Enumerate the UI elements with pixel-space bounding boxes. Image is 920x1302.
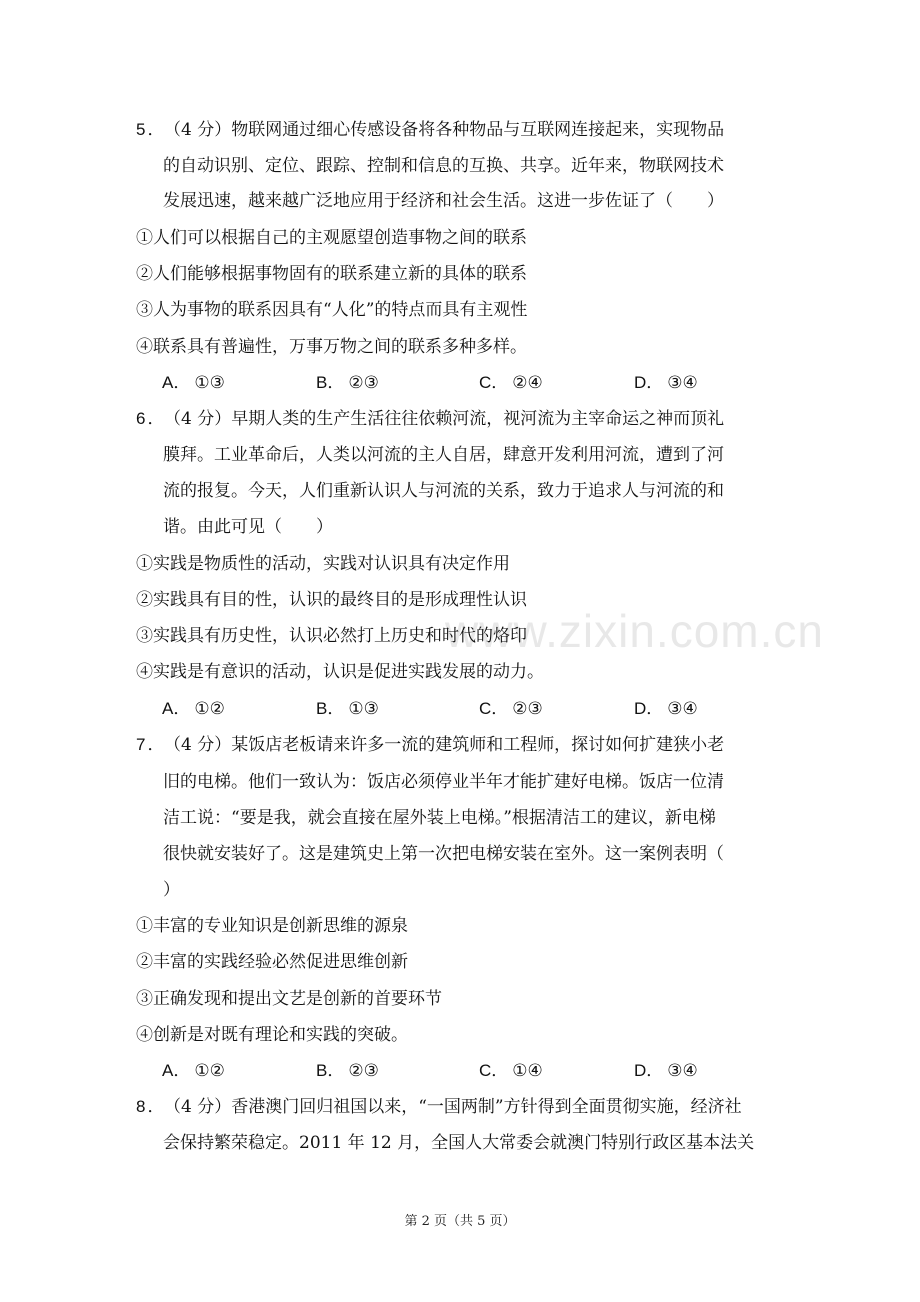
option-c: C． ②④: [479, 373, 543, 393]
question-stem-line: 6． （4 分）早期人类的生产生活往往依赖河流，视河流为主宰命运之神而顶礼: [136, 409, 725, 429]
statement: ④实践是有意识的活动，认识是促进实践发展的动力。: [136, 662, 544, 682]
statement: ②人们能够根据事物固有的联系建立新的具体的联系: [136, 264, 527, 284]
question-stem-line: 8． （4 分）香港澳门回归祖国以来，“一国两制”方针得到全面贯彻实施，经济社: [136, 1097, 742, 1117]
option-b: B． ①③: [316, 699, 379, 719]
statement: ①丰富的专业知识是创新思维的源泉: [136, 916, 408, 936]
statement: ③实践具有历史性，认识必然打上历史和时代的烙印: [136, 626, 527, 646]
question-stem-line: 的自动识别、定位、跟踪、控制和信息的互换、共享。近年来，物联网技术: [163, 156, 724, 176]
page-footer: 第 2 页（共 5 页）: [404, 1214, 516, 1229]
question-number: 6．: [136, 409, 167, 428]
question-stem-line: 谐。由此可见（ ）: [163, 517, 333, 537]
question-stem-line: 5． （4 分）物联网通过细心传感设备将各种物品与互联网连接起来，实现物品: [136, 120, 725, 140]
option-a: A． ①③: [162, 373, 225, 393]
question-stem-line: 7． （4 分）某饭店老板请来许多一流的建筑师和工程师，探讨如何扩建狭小老: [136, 735, 725, 755]
option-a: A． ①②: [162, 1061, 225, 1081]
statement: ①实践是物质性的活动，实践对认识具有决定作用: [136, 554, 510, 574]
question-stem-line: 发展迅速，越来越广泛地应用于经济和社会生活。这进一步佐证了（ ）: [163, 191, 724, 211]
statement: ①人们可以根据自己的主观愿望创造事物之间的联系: [136, 228, 527, 248]
option-a: A． ①②: [162, 699, 225, 719]
statement: ②实践具有目的性，认识的最终目的是形成理性认识: [136, 590, 527, 610]
statement: ④创新是对既有理论和实践的突破。: [136, 1025, 408, 1045]
option-b: B． ②③: [316, 1061, 379, 1081]
option-b: B． ②③: [316, 373, 379, 393]
statement: ④联系具有普遍性，万事万物之间的联系多种多样。: [136, 337, 527, 357]
question-stem-line: 膜拜。工业革命后，人类以河流的主人自居，肆意开发利用河流，遭到了河: [163, 445, 724, 465]
question-stem-line: 流的报复。今天，人们重新认识人与河流的关系，致力于追求人与河流的和: [163, 481, 724, 501]
option-d: D． ③④: [634, 699, 698, 719]
question-stem-line: 旧的电梯。他们一致认为：饭店必须停业半年才能扩建好电梯。饭店一位清: [163, 772, 724, 792]
option-c: C． ①④: [479, 1061, 543, 1081]
question-number: 5．: [136, 120, 167, 139]
statement: ③正确发现和提出文艺是创新的首要环节: [136, 989, 442, 1009]
statement: ③人为事物的联系因具有“人化”的特点而具有主观性: [136, 300, 528, 320]
statement: ②丰富的实践经验必然促进思维创新: [136, 952, 408, 972]
option-d: D． ③④: [634, 373, 698, 393]
question-stem-line: 洁工说：“要是我，就会直接在屋外装上电梯。”根据清洁工的建议，新电梯: [163, 808, 716, 828]
question-stem-line: 会保持繁荣稳定。2011 年 12 月，全国人大常委会就澳门特别行政区基本法关: [163, 1133, 755, 1153]
question-stem-line: ）: [163, 880, 180, 900]
watermark: www.zixin.com.cn: [445, 605, 824, 657]
option-d: D． ③④: [634, 1061, 698, 1081]
question-stem-line: 很快就安装好了。这是建筑史上第一次把电梯安装在室外。这一案例表明（: [163, 844, 724, 864]
question-number: 8．: [136, 1097, 167, 1116]
question-number: 7．: [136, 735, 167, 754]
option-c: C． ②③: [479, 699, 543, 719]
